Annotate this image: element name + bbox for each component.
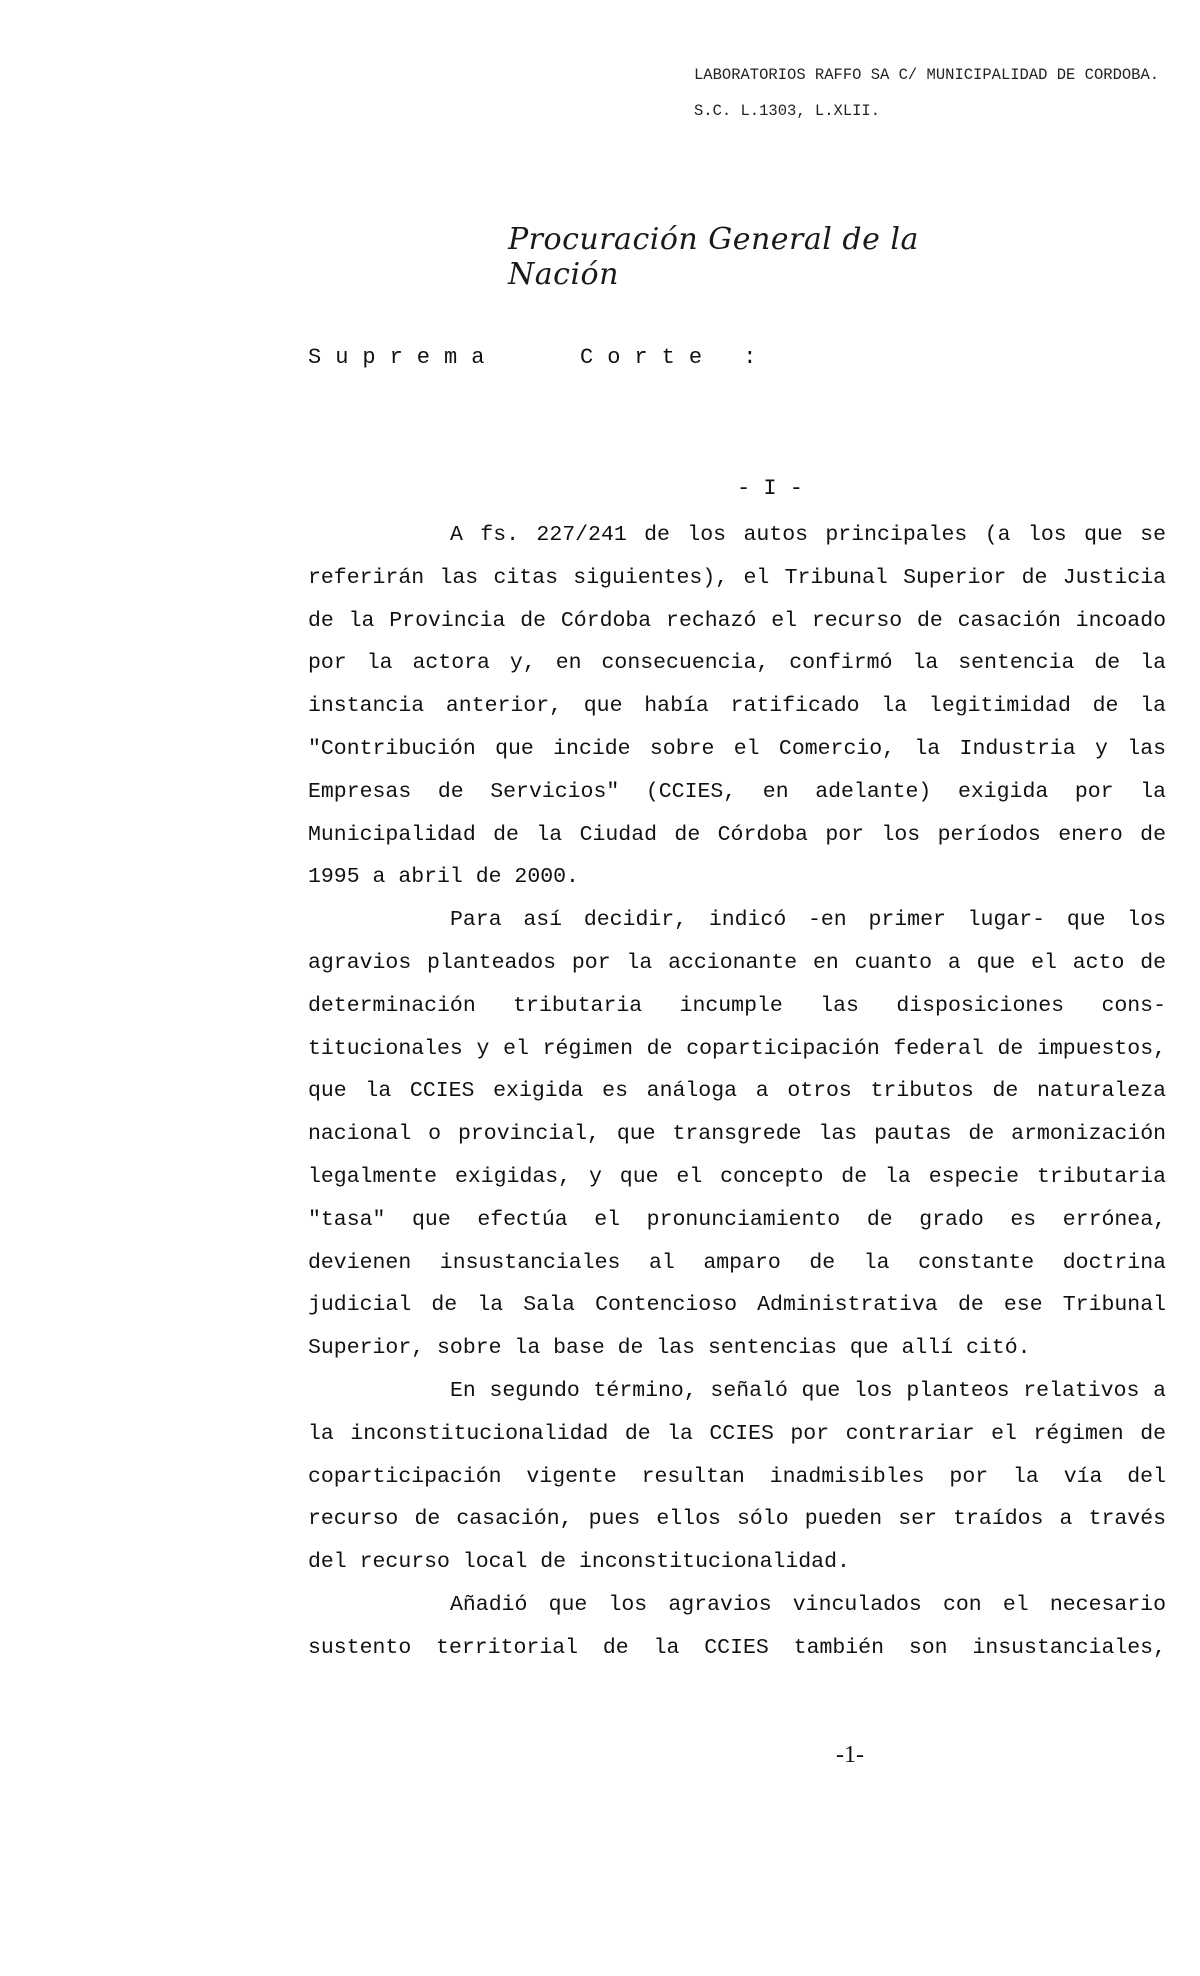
case-reference: S.C. L.1303, L.XLII. <box>694 102 881 120</box>
paragraph: Para así decidir, indicó -en primer lugar- que los agravios planteados por la accionante en cuanto a que el acto de determinación tributaria incumple las disposiciones constitucionales y el régimen de coparticipación federal de impuestos, que la CCIES exigida es análoga a otros tributos de naturaleza nacional o provincial, que transgrede las pautas de armonización legalmente exigidas, y que el concepto de la especie tributaria "tasa" que efectúa el pronunciamiento de grado es errónea, devienen insustanciales al amparo de la constante doctrina judicial de la Sala Contencioso Administrativa de ese Tribunal Superior, sobre la base de las sentencias que allí citó. <box>308 908 1166 1361</box>
case-header <box>694 66 1174 120</box>
letterhead: Procuración General de la Nación <box>508 222 919 292</box>
section-marker: - I - <box>736 476 803 501</box>
body-text <box>308 514 1166 1670</box>
paragraph: A fs. 227/241 de los autos principales (a los que se referirán las citas siguientes), el Tribunal Superior de Justicia de la Provincia de Córdoba rechazó el recurso de casación incoado por la actora y, en consecuencia, confirmó la sentencia de la instancia anterior, que había ratificado la legitimidad de la "Contribución que incide sobre el Comercio, la Industria y las Empresas de Servicios" (CCIES, en adelante) exigida por la Municipalidad de la Ciudad de Córdoba por los períodos enero de 1995 a abril de 2000. <box>308 523 1166 890</box>
paragraph: Añadió que los agravios vinculados con el necesario sustento territorial de la CCIES también son insustanciales, <box>308 1592 1166 1660</box>
salutation: Suprema Corte : <box>308 345 771 370</box>
page-number: -1- <box>836 1742 864 1768</box>
paragraph: En segundo término, señaló que los planteos relativos a la inconstitucionalidad de la CCIES por contrariar el régimen de coparticipación vigente resultan inadmisibles por la vía del recurso de casación, pues ellos sólo pueden ser traídos a través del recurso local de inconstitucionalidad. <box>308 1378 1166 1575</box>
case-title: LABORATORIOS RAFFO SA C/ MUNICIPALIDAD DE CORDOBA. <box>694 66 1160 84</box>
